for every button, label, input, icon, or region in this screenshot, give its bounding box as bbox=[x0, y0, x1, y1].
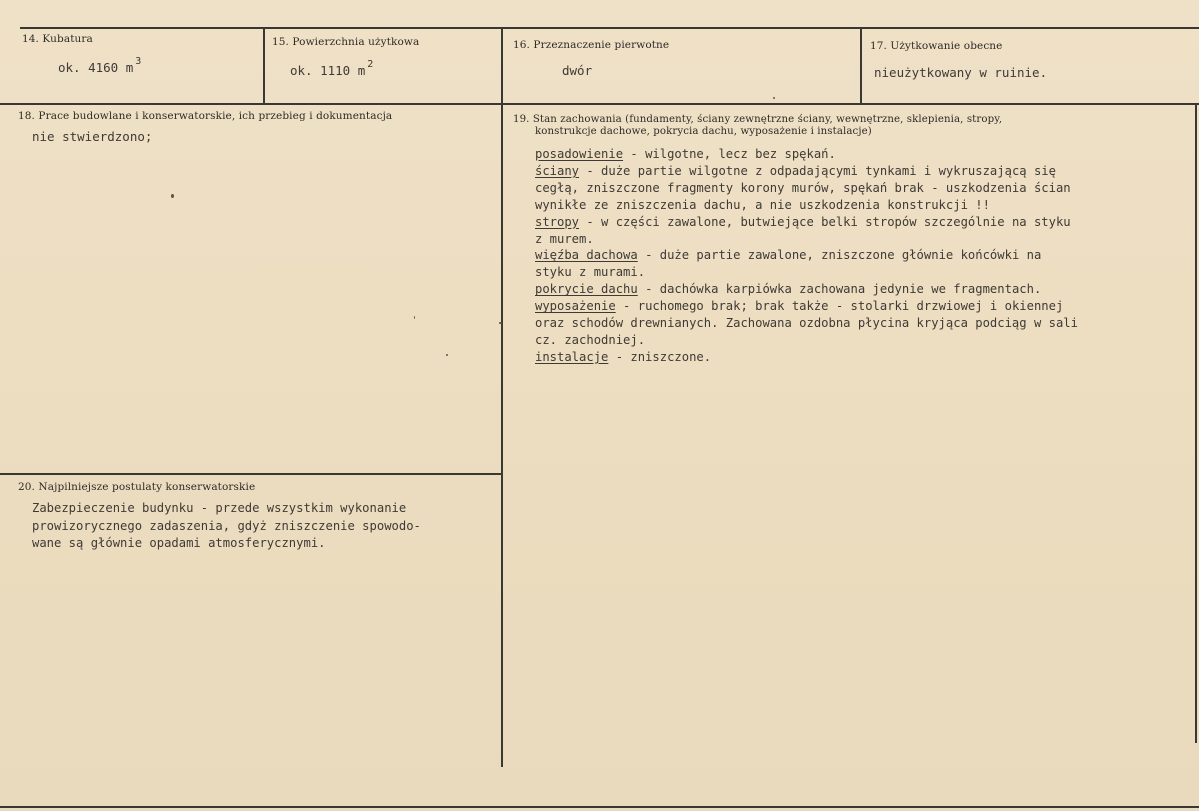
condition-text: z murem. bbox=[535, 231, 594, 246]
paper-speck bbox=[414, 316, 415, 319]
condition-term: pokrycie dachu bbox=[535, 282, 638, 297]
postulate-line: wane są głównie opadami atmosferycznymi. bbox=[32, 536, 326, 550]
condition-line bbox=[535, 231, 1175, 248]
condition-text: - duże partie wilgotne z odpadającymi tynkami i wykruszającą się bbox=[579, 163, 1056, 178]
page-bottom-rule bbox=[0, 806, 1199, 808]
condition-line bbox=[535, 214, 1175, 231]
field-19-label-line2: konstrukcje dachowe, pokrycia dachu, wyposażenie i instalacje) bbox=[535, 126, 872, 137]
divider-main bbox=[501, 27, 503, 767]
condition-term: więźba dachowa bbox=[535, 248, 638, 263]
condition-text: - ruchomego brak; brak także - stolarki drzwiowej i okiennej bbox=[615, 299, 1064, 314]
field-14-label: 14. Kubatura bbox=[22, 33, 93, 45]
condition-term: stropy bbox=[535, 214, 580, 229]
field-15-label: 15. Powierzchnia użytkowa bbox=[272, 36, 420, 48]
postulate-line: prowizorycznego zadaszenia, gdyż zniszczenie spowodo- bbox=[32, 518, 421, 533]
condition-line bbox=[535, 264, 1175, 281]
paper-speck bbox=[171, 194, 174, 198]
paper-speck bbox=[773, 97, 775, 99]
condition-term: instalacje bbox=[535, 349, 609, 364]
right-edge-rule bbox=[1195, 103, 1197, 743]
condition-text: - w części zawalone, butwiejące belki stropów szczególnie na styku bbox=[579, 214, 1071, 229]
condition-description bbox=[535, 146, 1175, 366]
row2-bottom-rule-left bbox=[0, 473, 503, 475]
condition-term: ściany bbox=[535, 163, 580, 178]
row1-bottom-rule bbox=[0, 103, 1199, 105]
condition-text: styku z murami. bbox=[535, 265, 646, 280]
field-14-value-text: ok. 4160 m bbox=[58, 60, 134, 75]
field-18-label: 18. Prace budowlane i konserwatorskie, ich przebieg i dokumentacja bbox=[18, 110, 393, 122]
condition-text: cz. zachodniej. bbox=[535, 332, 646, 347]
postulate-line: Zabezpieczenie budynku - przede wszystkim wykonanie bbox=[32, 501, 407, 515]
paper-speck bbox=[446, 354, 448, 356]
divider-16-17 bbox=[860, 27, 862, 104]
condition-line bbox=[535, 247, 1175, 264]
condition-line bbox=[535, 163, 1175, 180]
condition-text: - duże partie zawalone, zniszczone głównie końcówki na bbox=[637, 248, 1042, 263]
condition-line bbox=[535, 180, 1175, 197]
condition-line bbox=[535, 197, 1175, 214]
condition-text: wynikłe ze zniszczenia dachu, a nie uszkodzenia konstrukcji !! bbox=[535, 197, 990, 212]
condition-line bbox=[535, 349, 1175, 366]
field-15-value-text: ok. 1110 m bbox=[290, 63, 366, 78]
field-14-unit-sup: 3 bbox=[135, 56, 142, 67]
field-20-label: 20. Najpilniejsze postulaty konserwatorskie bbox=[18, 481, 256, 493]
field-16-value: dwór bbox=[562, 63, 593, 78]
condition-text: oraz schodów drewnianych. Zachowana ozdobna płycina kryjąca podciąg w sali bbox=[535, 316, 1078, 331]
field-14-value bbox=[58, 56, 141, 75]
condition-term: wyposażenie bbox=[535, 299, 616, 314]
condition-text: - zniszczone. bbox=[608, 349, 712, 364]
field-16-label: 16. Przeznaczenie pierwotne bbox=[513, 39, 670, 51]
field-17-label: 17. Użytkowanie obecne bbox=[870, 40, 1003, 52]
field-19-label-line1: 19. Stan zachowania (fundamenty, ściany zewnętrzne ściany, wewnętrzne, sklepienia, stropy, bbox=[513, 114, 1003, 125]
field-18-value: nie stwierdzono; bbox=[32, 129, 153, 144]
field-17-value: nieużytkowany w ruinie. bbox=[874, 65, 1048, 80]
field-15-unit-sup: 2 bbox=[367, 59, 374, 70]
conservation-postulates bbox=[32, 500, 492, 553]
condition-line bbox=[535, 281, 1175, 298]
condition-line bbox=[535, 146, 1175, 163]
field-15-value bbox=[290, 59, 373, 78]
top-rule bbox=[20, 27, 1199, 29]
condition-line bbox=[535, 332, 1175, 349]
condition-text: - dachówka karpiówka zachowana jedynie we fragmentach. bbox=[637, 282, 1042, 297]
paper-speck bbox=[499, 322, 502, 324]
condition-term: posadowienie bbox=[535, 147, 624, 161]
divider-14-15 bbox=[263, 27, 265, 104]
condition-line bbox=[535, 315, 1175, 332]
condition-text: cegłą, zniszczone fragmenty korony murów, spękań brak - uszkodzenia ścian bbox=[535, 180, 1071, 195]
condition-line bbox=[535, 298, 1175, 315]
condition-text: - wilgotne, lecz bez spękań. bbox=[623, 147, 836, 161]
